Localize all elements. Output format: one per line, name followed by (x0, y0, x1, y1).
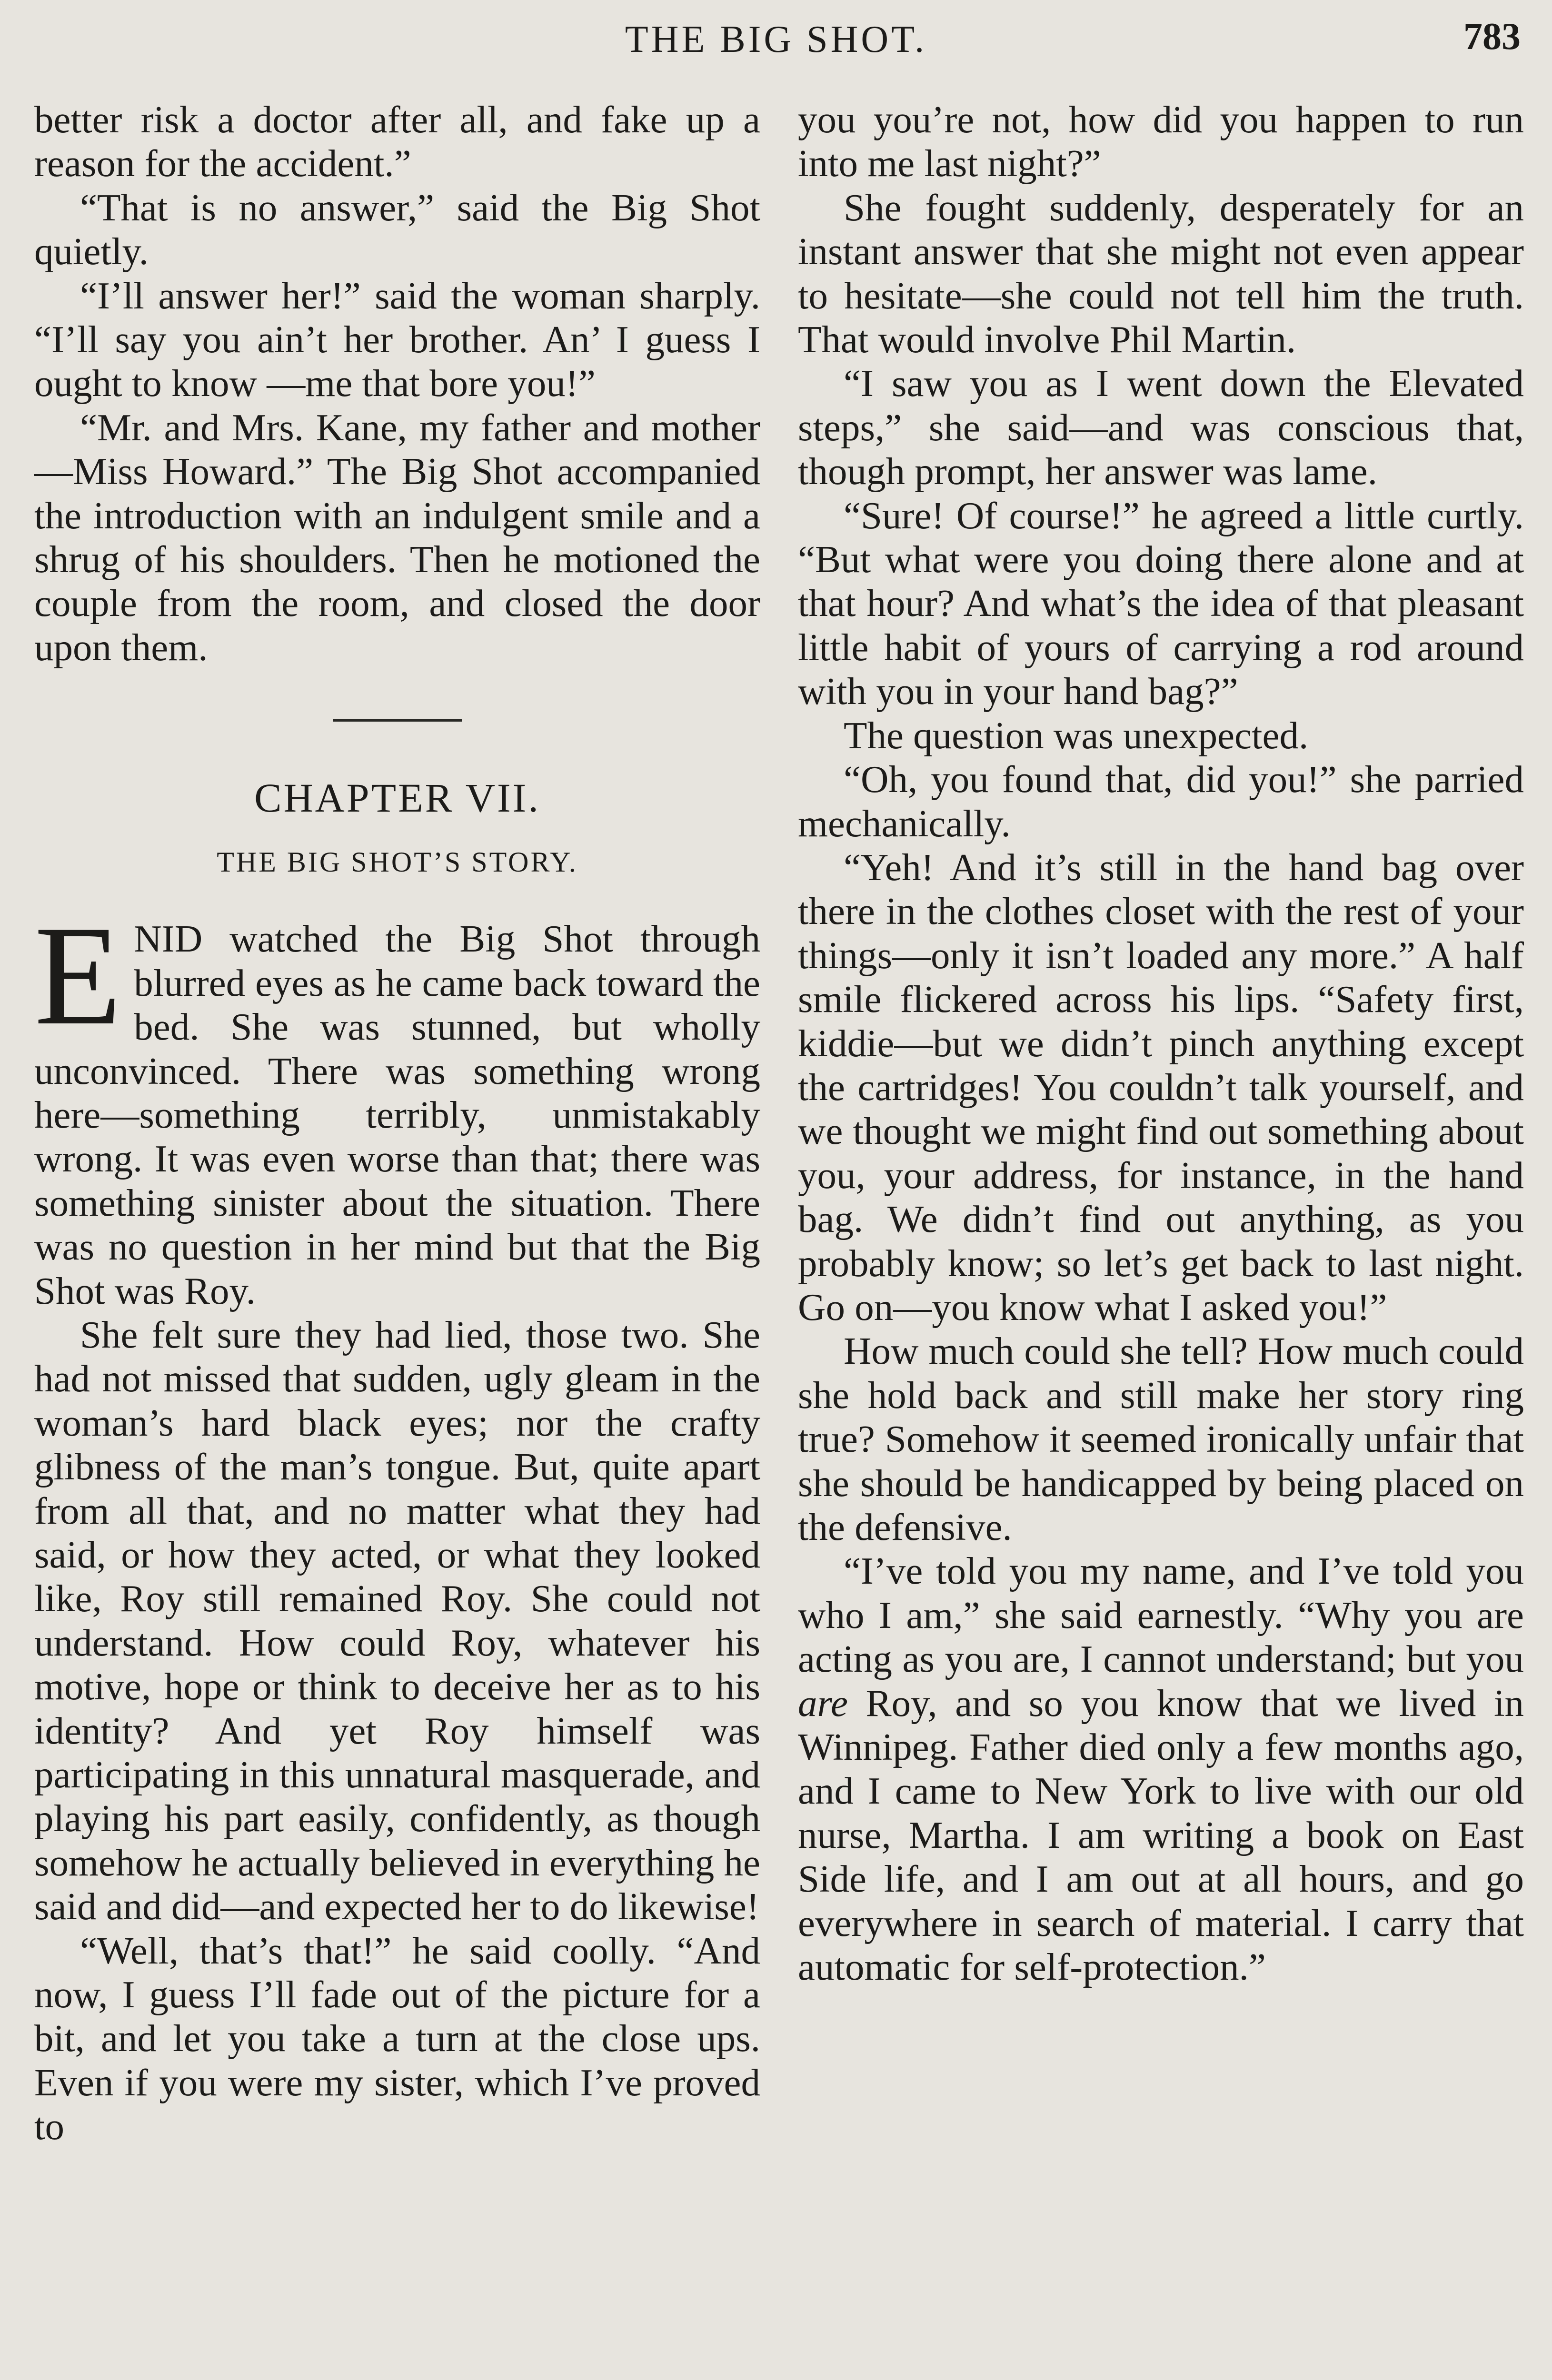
paragraph: “That is no answer,” said the Big Shot quietly. (34, 186, 760, 273)
right-column (798, 98, 1524, 1989)
paragraph-text: NID watched the Big Shot through blurred eyes as he came back toward the bed. She was stunned, but wholly unconvinced. There was something wrong here—something terribly, unmistakably wrong. It was even worse than that; there was something sinister about the situation. There was no question in her mind but that the Big Shot was Roy. (34, 917, 760, 1312)
paragraph: The question was unexpected. (844, 714, 1309, 757)
paragraph-text: “I’ve told you my name, and I’ve told you who I am,” she said earnestly. “Why you are acting as you are, I cannot understand; but you (798, 1549, 1524, 1681)
page-number: 783 (1463, 16, 1521, 58)
paragraph: “Yeh! And it’s still in the hand bag over there in the clothes closet with the rest of your things—only it isn’t loaded any more.” A half smile flickered across his lips. “Safety first, kiddie—but we didn’t pinch anything except the cartridges! You couldn’t talk yourself, and we thought we might find out something about you, your address, for instance, in the hand bag. We didn’t find out anything, as you probably know; so let’s get back to last night. Go on—you know what I asked you!” (798, 845, 1524, 1329)
paragraph: “Sure! Of course!” he agreed a little curtly. “But what were you doing there alone and at that hour? And what’s the idea of that pleasant little habit of yours of carrying a rod around with you in your hand bag?” (798, 494, 1524, 713)
section-divider (333, 719, 462, 722)
paragraph: She fought suddenly, desperately for an instant answer that she might not even appear to hesitate—she could not tell him the truth. That would involve Phil Martin. (798, 186, 1524, 361)
running-title: THE BIG SHOT. (625, 19, 927, 60)
paragraph: “Well, that’s that!” he said coolly. “And now, I guess I’ll fade out of the picture for a bit, and let you take a turn at the close ups. Even if you were my sister, which I’ve proved to (34, 1929, 760, 2148)
chapter-title: CHAPTER VII. (254, 775, 540, 821)
drop-cap: E (34, 896, 122, 1055)
paragraph: How much could she tell? How much could she hold back and still make her story ring true? Somehow it seemed ironically unfair that she should be handicapped by being placed on the defensive. (798, 1329, 1524, 1548)
paragraph: “I’ll answer her!” said the woman sharply. “I’ll say you ain’t her brother. An’ I guess I ought to know —me that bore you!” (34, 274, 760, 405)
paragraph: “I saw you as I went down the Elevated steps,” she said—and was conscious that, though prompt, her answer was lame. (798, 362, 1524, 493)
paragraph: better risk a doctor after all, and fake up a reason for the accident.” (34, 98, 760, 185)
paragraph-text: Roy, and so you know that we lived in Winnipeg. Father died only a few months ago, and I came to New York to live with our old nurse, Martha. I am writing a book on East Side life, and I am out at all hours, and go everywhere in search of material. I carry that automatic for self-protection.” (798, 1681, 1524, 1989)
chapter-opening-paragraph (34, 896, 760, 1313)
paragraph: “Mr. and Mrs. Kane, my father and mother—Miss Howard.” The Big Shot accompanied the introduction with an indulgent smile and a shrug of his shoulders. Then he motioned the couple from the room, and closed the door upon them. (34, 406, 760, 669)
chapter-subtitle: THE BIG SHOT’S STORY. (217, 846, 578, 878)
paragraph: She felt sure they had lied, those two. She had not missed that sudden, ugly gleam in the woman’s hard black eyes; nor the crafty glibness of the man’s tongue. But, quite apart from all that, and no matter what they had said, or how they acted, or what they looked like, Roy still remained Roy. She could not understand. How could Roy, whatever his motive, hope or think to deceive her as to his identity? And yet Roy himself was participating in this unnatural masquerade, and playing his part easily, confidently, as though somehow he actually believed in everything he said and did—and expected her to do likewise! (34, 1313, 760, 1928)
left-column (34, 98, 760, 2149)
paragraph: “Oh, you found that, did you!” she parried mechanically. (798, 758, 1524, 845)
emphasis-text: are (798, 1681, 848, 1725)
paragraph (798, 1549, 1524, 1989)
paragraph: you you’re not, how did you happen to run into me last night?” (798, 98, 1524, 185)
